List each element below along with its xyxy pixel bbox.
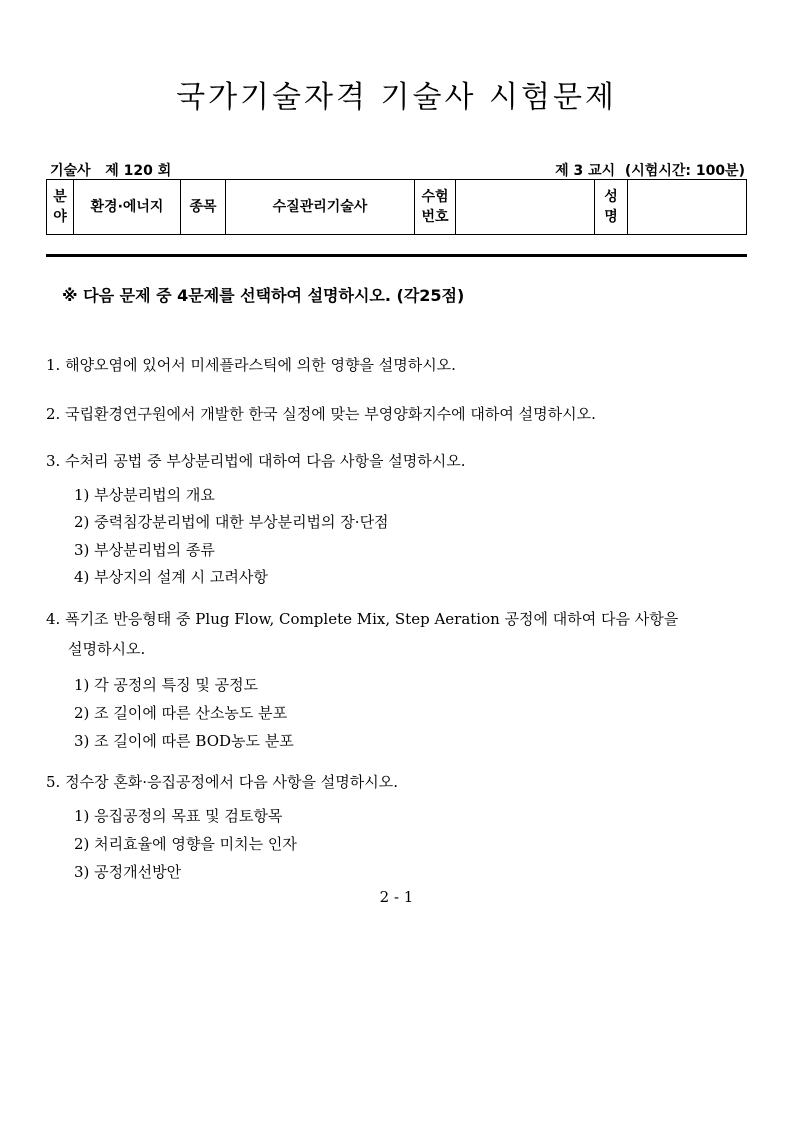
field-label: 분 야 <box>47 180 74 235</box>
question-4: 4. 폭기조 반응형태 중 Plug Flow, Complete Mix, Step Aeration 공정에 대하여 다음 사항을 <box>46 610 679 628</box>
question-4-sub-1: 1) 각 공정의 특징 및 공정도 <box>74 676 259 694</box>
name-label: 성 명 <box>595 180 628 235</box>
question-4-sub-2: 2) 조 길이에 따른 산소농도 분포 <box>74 704 288 722</box>
category-label: 종목 <box>181 180 226 235</box>
candidate-info-table <box>46 179 747 235</box>
question-5-sub-2: 2) 처리효율에 영향을 미치는 인자 <box>74 835 297 853</box>
question-3-sub-2: 2) 중력침강분리법에 대한 부상분리법의 장·단점 <box>74 513 389 531</box>
exam-no-label: 수험 번호 <box>415 180 456 235</box>
question-2: 2. 국립환경연구원에서 개발한 한국 실정에 맞는 부영양화지수에 대하여 설명하시오. <box>46 405 596 423</box>
exam-session: 제 3 교시 (시험시간: 100분) <box>555 163 745 179</box>
instruction: ※ 다음 문제 중 4문제를 선택하여 설명하시오. (각25점) <box>62 286 465 305</box>
name-field[interactable] <box>628 180 747 235</box>
category-value: 수질관리기술사 <box>226 180 415 235</box>
question-3-sub-3: 3) 부상분리법의 종류 <box>74 541 215 559</box>
field-value: 환경·에너지 <box>74 180 181 235</box>
divider <box>46 254 747 257</box>
question-4-continued: 설명하시오. <box>68 640 146 658</box>
page-title: 국가기술자격 기술사 시험문제 <box>176 80 617 115</box>
exam-round: 기술사 제 120 회 <box>50 163 172 179</box>
question-3-sub-4: 4) 부상지의 설계 시 고려사항 <box>74 568 268 586</box>
question-5-sub-3: 3) 공정개선방안 <box>74 863 182 881</box>
question-1: 1. 해양오염에 있어서 미세플라스틱에 의한 영향을 설명하시오. <box>46 356 456 374</box>
exam-no-field[interactable] <box>456 180 595 235</box>
question-3: 3. 수처리 공법 중 부상분리법에 대하여 다음 사항을 설명하시오. <box>46 452 466 470</box>
question-5-sub-1: 1) 응집공정의 목표 및 검토항목 <box>74 807 283 825</box>
question-4-sub-3: 3) 조 길이에 따른 BOD농도 분포 <box>74 732 294 750</box>
question-5: 5. 정수장 혼화·응집공정에서 다음 사항을 설명하시오. <box>46 773 398 791</box>
page-number: 2 - 1 <box>379 888 414 906</box>
question-3-sub-1: 1) 부상분리법의 개요 <box>74 486 215 504</box>
